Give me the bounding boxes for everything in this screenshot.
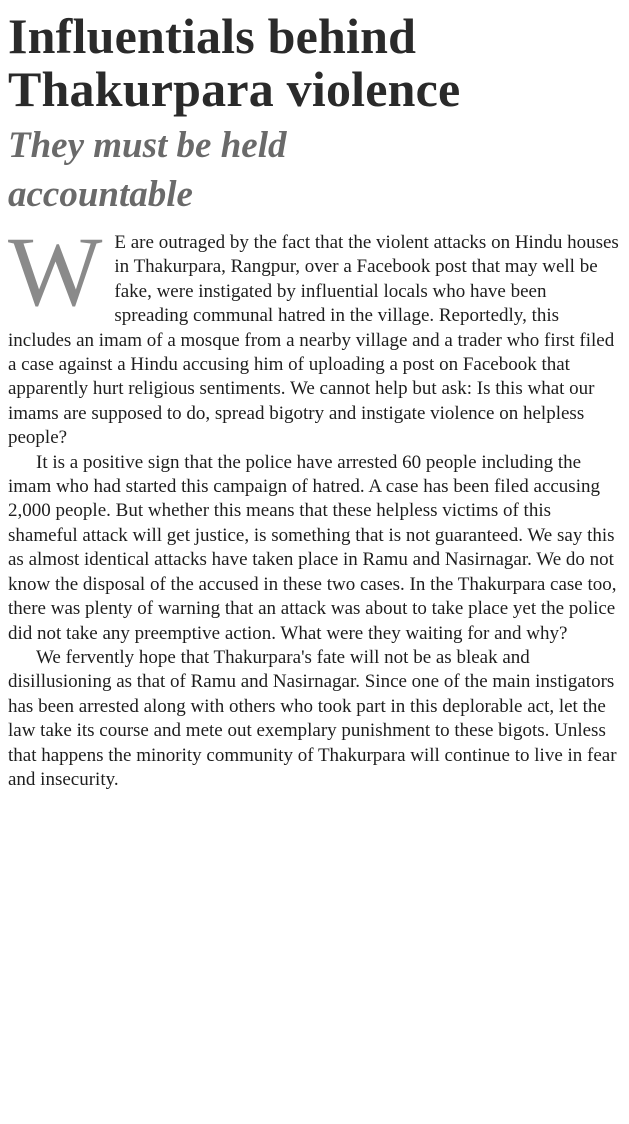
paragraph-3: We fervently hope that Thakurpara's fate will not be as bleak and disillusioning as that of Ramu and Nasirnagar. Since one of the main instigators has been arrested along with others who took part in this deplorable act, let the law take its course and mete out exemplary punishment to these bigots. Unless that happens the minority community of Thakurpara will continue to live in fear and insecurity.	[8, 646, 617, 790]
paragraph-1	[8, 216, 619, 451]
subheadline	[8, 121, 619, 219]
paragraph-1-text: E are outraged by the fact that the violent attacks on Hindu houses in Thakurpara, Rangpur, over a Facebook post that may well be fake, were instigated by influential locals who have been spreading communal hatred in the village. Reportedly, this includes an imam of a mosque from a nearby village and a trader who first filed a case against a Hindu accusing him of uploading a post on Facebook that apparently hurt religious sentiments. We cannot help but ask: Is this what our imams are supposed to do, spread bigotry and instigate violence on helpless people?	[8, 232, 619, 449]
paragraph-2: It is a positive sign that the police have arrested 60 people including the imam who had started this campaign of hatred. A case has been filed accusing 2,000 people. But whether this means that these helpless victims of this shameful attack will get justice, is something that is not guaranteed. We say this as almost identical attacks have taken place in Ramu and Nasirnagar. We do not know the disposal of the accused in these two cases. In the Thakurpara case too, there was plenty of warning that an attack was about to take place yet the police did not take any preemptive action. What were they waiting for and why?	[8, 451, 617, 644]
drop-cap: W	[8, 216, 103, 327]
headline-line-2: Thakurpara violence	[8, 61, 461, 117]
headline-line-1: Influentials behind	[8, 8, 417, 64]
subhead-line-2: accountable	[8, 174, 193, 215]
subhead-line-1: They must be held	[8, 125, 287, 166]
headline	[8, 10, 619, 116]
article-body	[8, 216, 619, 792]
